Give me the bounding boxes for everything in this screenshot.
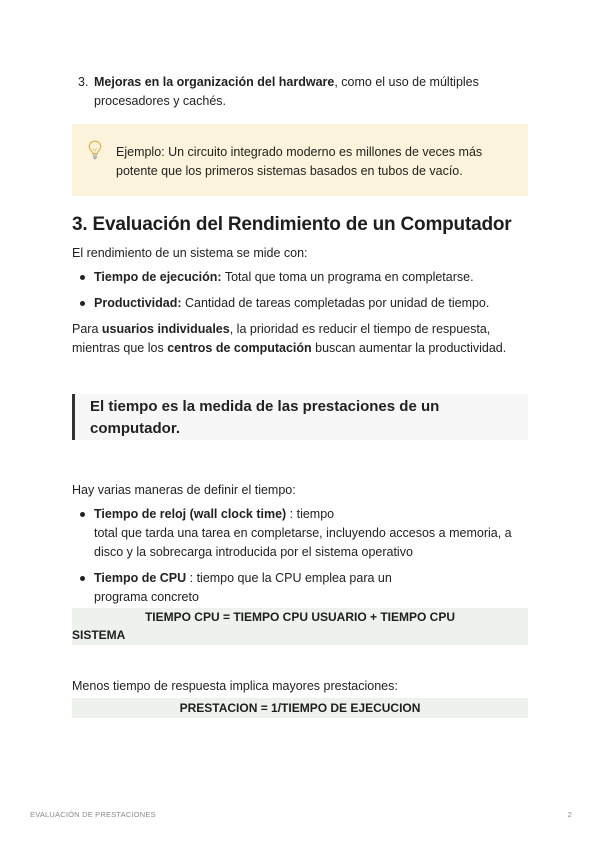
formula-line: TIEMPO CPU = TIEMPO CPU USUARIO + TIEMPO CPU bbox=[144, 610, 456, 624]
page-number: 2 bbox=[567, 810, 572, 819]
text-run: buscan aumentar la productividad. bbox=[311, 341, 507, 355]
list-item bbox=[72, 505, 532, 562]
time-term: Tiempo de reloj (wall clock time) bbox=[94, 507, 287, 521]
section-title: 3. Evaluación del Rendimiento de un Computador bbox=[72, 214, 512, 235]
lightbulb-icon bbox=[88, 140, 102, 160]
bold-run: centros de computación bbox=[167, 341, 312, 355]
footer-title: EVALUACIÓN DE PRESTACIONES bbox=[30, 810, 156, 819]
list-number: 3. bbox=[78, 75, 89, 89]
time-desc-continued: total que tarda una tarea en completarse, incluyendo accesos a memoria, a disco y la sobrecarga introducida por el sistema operativo bbox=[94, 526, 512, 559]
quote-text: El tiempo es la medida de las prestaciones de un computador. bbox=[90, 398, 440, 437]
time-term: Tiempo de CPU bbox=[94, 571, 190, 585]
time-desc: : tiempo bbox=[286, 507, 335, 521]
response-note-paragraph: Menos tiempo de respuesta implica mayores prestaciones: bbox=[72, 679, 398, 693]
priority-paragraph bbox=[72, 320, 532, 358]
time-intro-paragraph: Hay varias maneras de definir el tiempo: bbox=[72, 483, 296, 497]
metrics-list bbox=[72, 268, 532, 313]
list-item bbox=[72, 569, 532, 607]
text-run: Para bbox=[72, 322, 102, 336]
time-desc: : tiempo que la CPU emplea para un bbox=[189, 571, 392, 585]
intro-paragraph: El rendimiento de un sistema se mide con: bbox=[72, 246, 308, 260]
list-item-rest: , como el uso de múltiples procesadores y cachés. bbox=[94, 75, 479, 108]
formula-line: SISTEMA bbox=[72, 628, 126, 642]
metric-term: Tiempo de ejecución: bbox=[94, 270, 222, 284]
list-item bbox=[72, 294, 532, 313]
quote-block bbox=[72, 394, 528, 440]
list-item-bold: Mejoras en la organización del hardware bbox=[94, 75, 335, 89]
list-item bbox=[72, 268, 532, 287]
metric-term: Productividad: bbox=[94, 296, 182, 310]
callout-text: Ejemplo: Un circuito integrado moderno es millones de veces más potente que los primeros sistemas basados en tubos de vacío. bbox=[116, 145, 483, 178]
bold-run: usuarios individuales bbox=[101, 322, 230, 336]
text-run: , la prioridad es reducir el tiempo de respuesta, mientras que los bbox=[72, 322, 491, 355]
performance-formula: PRESTACION = 1/TIEMPO DE EJECUCION bbox=[72, 698, 528, 718]
cpu-time-formula bbox=[72, 608, 528, 645]
list-item-text bbox=[94, 73, 524, 111]
metric-desc: Cantidad de tareas completadas por unidad de tiempo. bbox=[181, 296, 490, 310]
time-desc-continued: programa concreto bbox=[94, 590, 199, 604]
metric-desc: Total que toma un programa en completarse. bbox=[221, 270, 474, 284]
example-callout bbox=[72, 124, 528, 196]
time-definitions-list bbox=[72, 505, 532, 607]
